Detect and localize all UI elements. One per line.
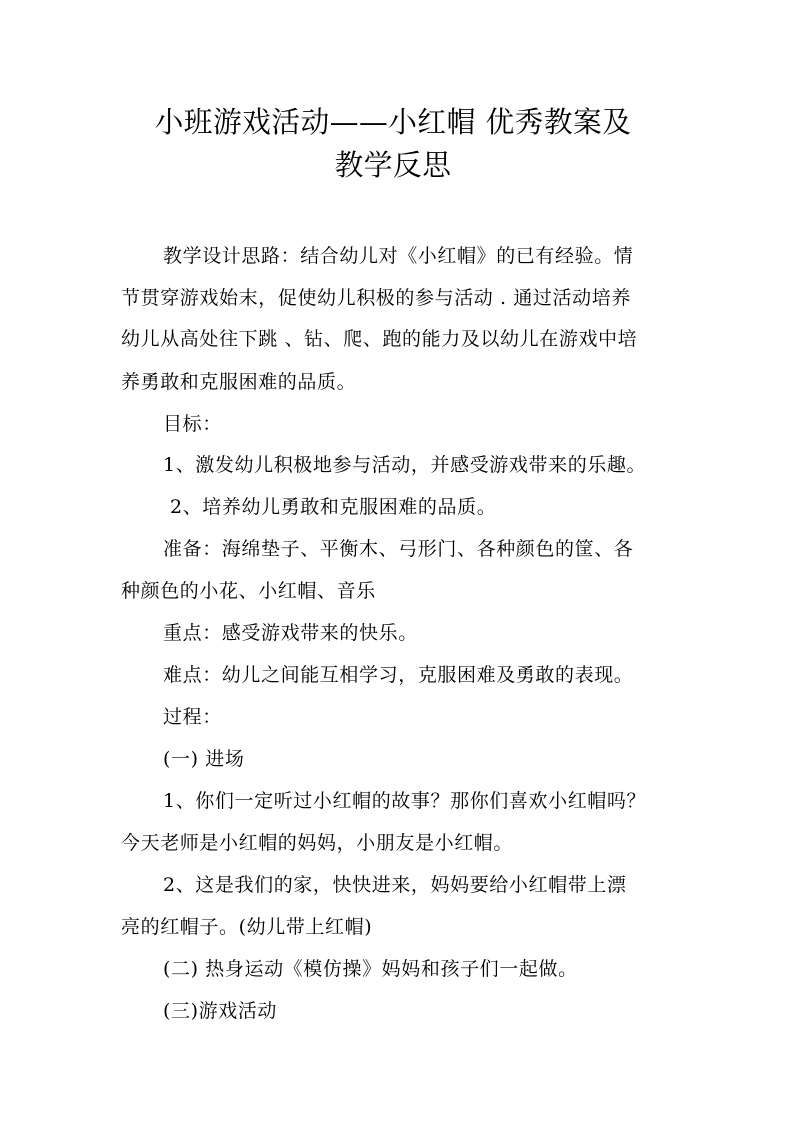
paragraph-line: 难点：幼儿之间能互相学习，克服困难及勇敢的表现。 xyxy=(163,664,634,686)
paragraph-line: 今天老师是小红帽的妈妈，小朋友是小红帽。 xyxy=(121,832,514,854)
paragraph-line: 2、培养幼儿勇敢和克服困难的品质。 xyxy=(170,496,497,518)
paragraph-line: 节贯穿游戏始末，促使幼儿积极的参与活动 . 通过活动培养 xyxy=(121,287,631,309)
paragraph-line: 教学设计思路：结合幼儿对《小红帽》的已有经验。情 xyxy=(163,245,634,267)
document-title-line-1: 小班游戏活动——小红帽 优秀教案及 xyxy=(154,105,632,139)
paragraph-line: 准备：海绵垫子、平衡木、弓形门、各种颜色的筐、各 xyxy=(163,538,634,560)
paragraph-line: (三)游戏活动 xyxy=(163,1000,278,1022)
paragraph-line: 目标： xyxy=(163,413,222,435)
paragraph-line: (一) 进场 xyxy=(163,748,245,770)
paragraph-line: 种颜色的小花、小红帽、音乐 xyxy=(121,580,376,602)
paragraph-line: 过程： xyxy=(163,706,222,728)
paragraph-line: 1、激发幼儿积极地参与活动，并感受游戏带来的乐趣。 xyxy=(163,454,647,476)
paragraph-line: 养勇敢和克服困难的品质。 xyxy=(121,371,357,393)
paragraph-line: 1、你们一定听过小红帽的故事？那你们喜欢小红帽吗？ xyxy=(163,790,647,812)
paragraph-line: 重点：感受游戏带来的快乐。 xyxy=(163,622,418,644)
paragraph-line: 亮的红帽子。(幼儿带上红帽) xyxy=(121,916,373,938)
paragraph-line: 幼儿从高处往下跳 、钻、爬、跑的能力及以幼儿在游戏中培 xyxy=(121,328,638,350)
document-title-line-2: 教学反思 xyxy=(334,148,452,182)
paragraph-line: 2、这是我们的家，快快进来，妈妈要给小红帽带上漂 xyxy=(163,874,627,896)
paragraph-line: (二) 热身运动《模仿操》妈妈和孩子们一起做。 xyxy=(163,958,578,980)
